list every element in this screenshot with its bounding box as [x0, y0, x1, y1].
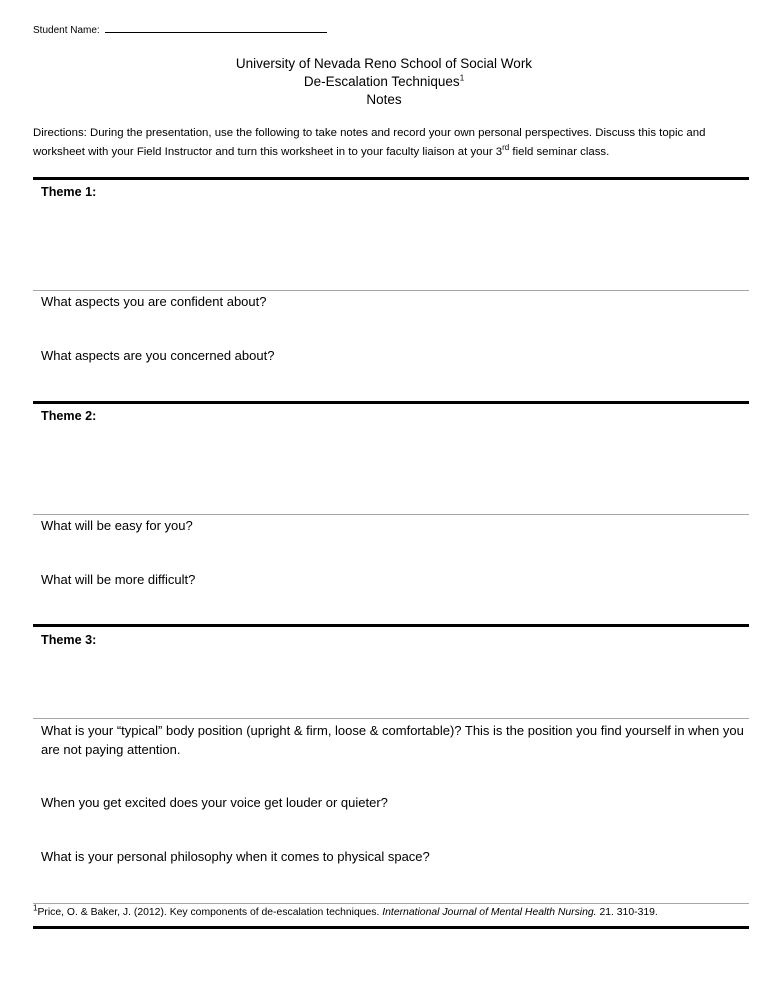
theme-2-question-2: What will be more difficult?: [41, 572, 196, 587]
footnote-journal: International Journal of Mental Health Nursing.: [382, 907, 597, 918]
footnote-mark: 1: [33, 903, 38, 913]
document-title-text: De-Escalation Techniques: [303, 74, 460, 89]
section-rule: [33, 514, 749, 515]
section-divider: [33, 401, 749, 404]
theme-2-heading: Theme 2:: [41, 409, 97, 423]
directions-main: Directions: During the presentation, use the following to take notes and record your own personal perspectives. Discuss this topic and worksheet with your Field Instructor and turn this worksheet in to your faculty liaison at your 3: [33, 127, 706, 158]
section-divider: [33, 624, 749, 627]
page-bottom-rule: [33, 926, 749, 929]
student-name-blank[interactable]: [105, 23, 327, 33]
section-rule: [33, 718, 749, 719]
footnote-pages: 21. 310-319.: [596, 907, 658, 918]
footnote-rule: [33, 903, 749, 904]
theme-3-question-2: When you get excited does your voice get louder or quieter?: [41, 795, 388, 810]
student-name-line: [33, 23, 327, 36]
section-rule: [33, 290, 749, 291]
institution-heading: University of Nevada Reno School of Social Work: [235, 56, 533, 71]
theme-3-question-3: What is your personal philosophy when it comes to physical space?: [41, 849, 430, 864]
theme-1-question-1: What aspects you are confident about?: [41, 294, 267, 309]
directions-text: [33, 124, 745, 162]
theme-1-question-2: What aspects are you concerned about?: [41, 348, 275, 363]
section-divider: [33, 177, 749, 180]
theme-3-heading: Theme 3:: [41, 633, 97, 647]
directions-ordinal: rd: [502, 143, 510, 153]
footnote: [33, 903, 658, 918]
footnote-citation: Price, O. & Baker, J. (2012). Key components of de-escalation techniques.: [37, 907, 383, 918]
theme-3-question-1: What is your “typical” body position (upright & firm, loose & comfortable)? This is the position you find yourself in when you are not paying attention.: [41, 723, 744, 757]
theme-1-heading: Theme 1:: [41, 185, 97, 199]
document-subtitle: Notes: [366, 92, 402, 107]
document-title: [0, 73, 768, 91]
directions-end: field seminar class.: [509, 146, 610, 158]
theme-2-question-1: What will be easy for you?: [41, 518, 193, 533]
title-footnote-mark: 1: [459, 73, 465, 83]
student-name-label: Student Name:: [33, 25, 100, 36]
